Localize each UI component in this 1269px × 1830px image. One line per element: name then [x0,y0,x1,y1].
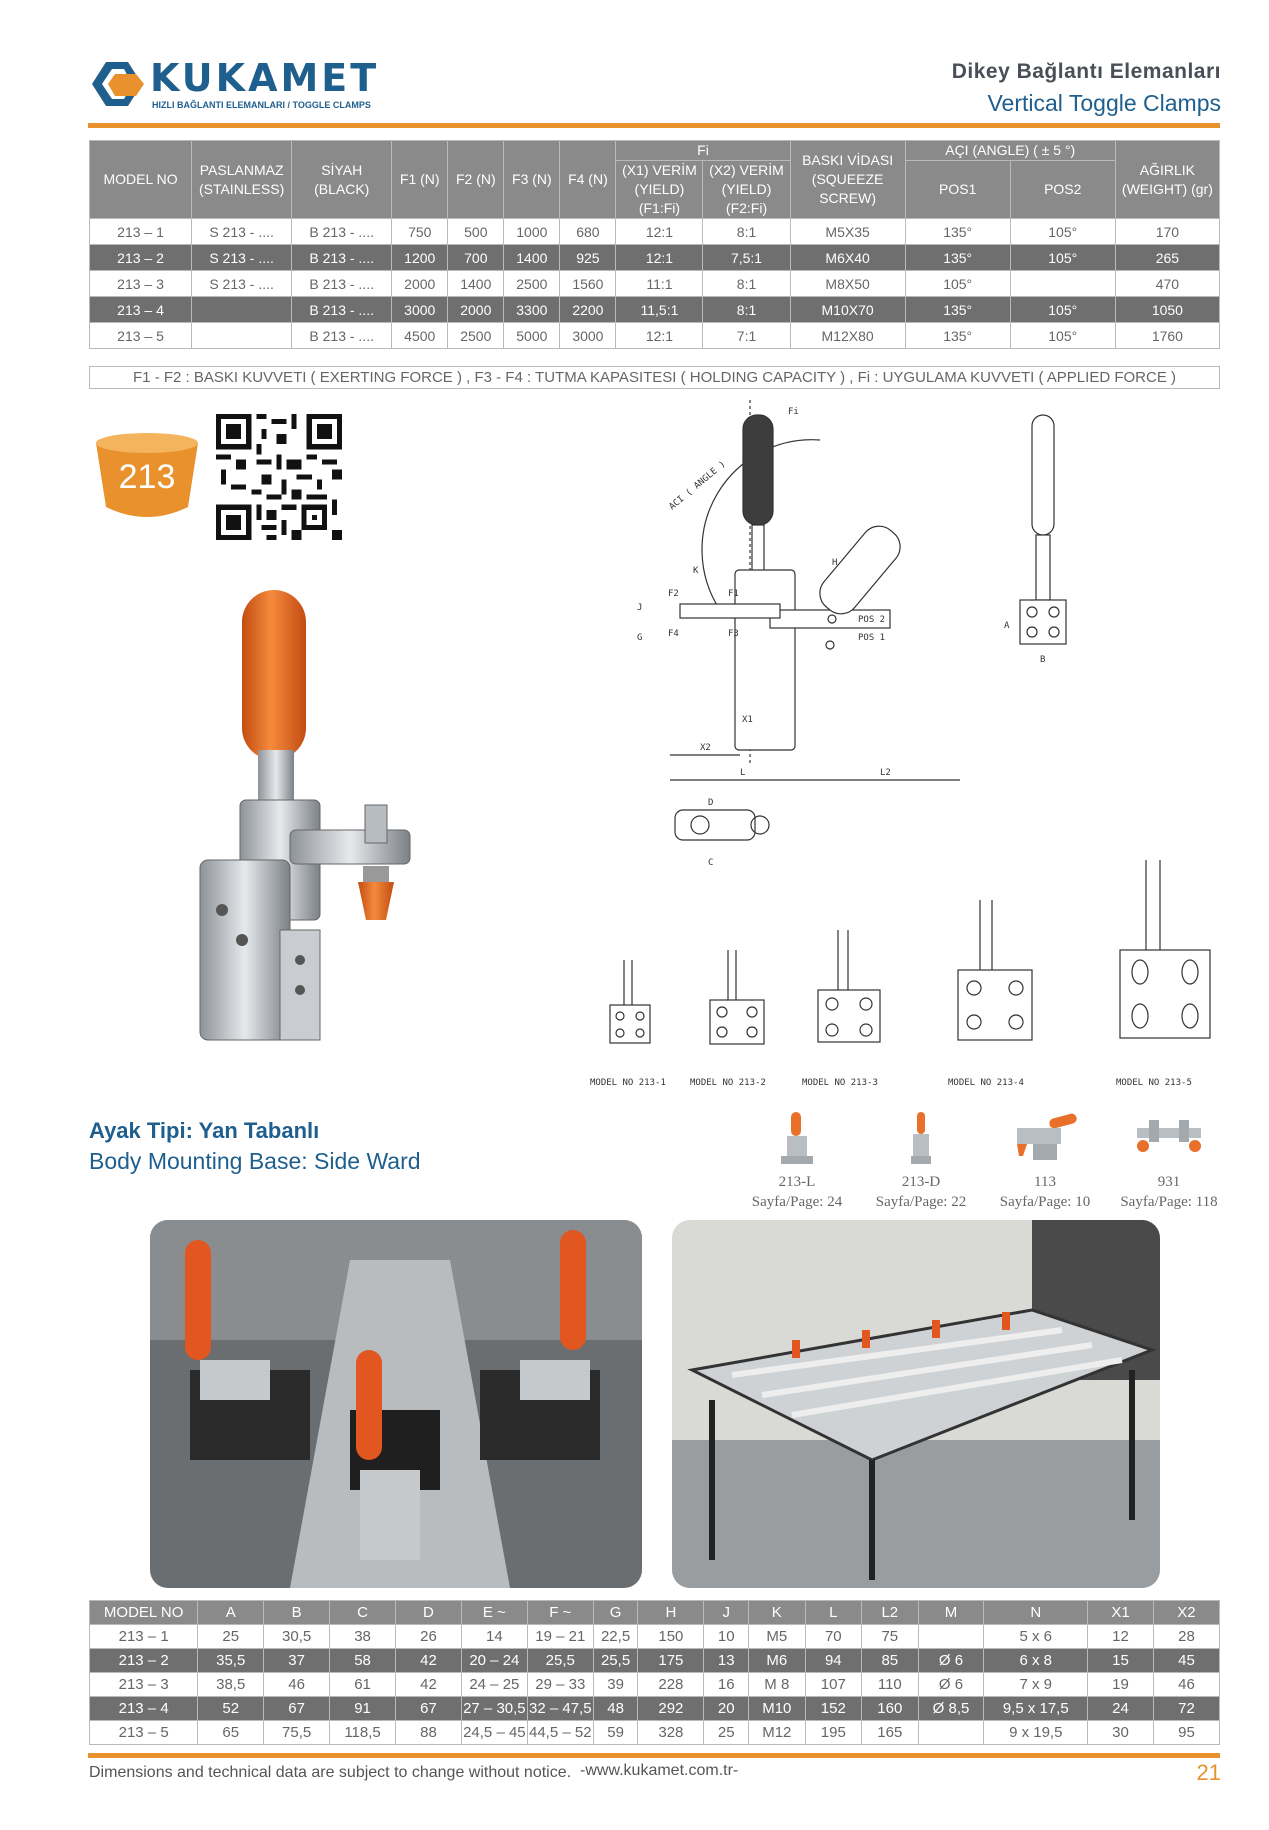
related-page: Sayfa/Page: 24 [751,1194,843,1210]
dim-cell: 9,5 x 17,5 [984,1697,1088,1721]
dim-cell: 30 [1088,1721,1154,1745]
dim-cell: 32 – 47,5 [527,1697,593,1721]
spec-cell: S 213 - .... [192,245,292,271]
dim-cell: 26 [396,1625,462,1649]
label-j: J [637,603,643,613]
qr-code-icon[interactable] [216,414,342,540]
th-f2: F2 (N) [448,141,504,219]
th-angle: AÇI (ANGLE) ( ± 5 °) [905,141,1115,161]
spec-cell: 213 – 2 [90,245,192,271]
spec-cell: 7:1 [703,323,790,349]
spec-cell: 925 [560,245,616,271]
dim-cell [918,1721,984,1745]
dim-header-cell: M [918,1601,984,1625]
dim-cell: 95 [1153,1721,1219,1745]
mounting-title-en: Body Mounting Base: Side Ward [89,1148,421,1174]
spec-cell: 105° [905,271,1010,297]
spec-cell: 135° [905,219,1010,245]
spec-cell: 135° [905,297,1010,323]
spec-cell: 2500 [448,323,504,349]
dim-cell: 46 [264,1673,330,1697]
dim-header-cell: MODEL NO [90,1601,198,1625]
dim-header-cell: K [749,1601,806,1625]
spec-cell: 265 [1115,245,1219,271]
base-213-3 [802,930,880,1088]
header-divider [88,123,1220,128]
dim-cell: 27 – 30,5 [461,1697,527,1721]
dim-cell: 16 [704,1673,749,1697]
spec-cell: M6X40 [790,245,905,271]
spec-cell: 7,5:1 [703,245,790,271]
spec-cell: 8:1 [703,271,790,297]
clamp-thumbnail-icon [757,1110,837,1168]
label-f1: F1 [728,589,739,599]
dim-cell: 9 x 19,5 [984,1721,1088,1745]
label-x2: X2 [700,743,711,753]
heading-en: Vertical Toggle Clamps [987,90,1221,116]
label-pos1: POS 1 [858,633,886,643]
related-page: Sayfa/Page: 22 [875,1194,967,1210]
dim-cell: 45 [1153,1649,1219,1673]
dim-header-cell: L [805,1601,862,1625]
dim-cell: 175 [638,1649,704,1673]
th-x1: (X1) VERİM (YIELD) (F1:Fi) [616,161,703,219]
dim-cell: 19 – 21 [527,1625,593,1649]
dim-cell: 118,5 [330,1721,396,1745]
th-x2: (X2) VERİM (YIELD) (F2:Fi) [703,161,790,219]
base-213-2 [690,950,766,1088]
dim-cell [918,1625,984,1649]
spec-cell: 105° [1010,245,1115,271]
th-black: SİYAH (BLACK) [292,141,392,219]
dim-row [90,1649,1220,1673]
application-photo-fixture [150,1220,642,1588]
dim-cell: 195 [805,1721,862,1745]
spec-cell: 1760 [1115,323,1219,349]
label-k: K [693,566,699,576]
spec-cell: 12:1 [616,219,703,245]
spec-cell: 8:1 [703,219,790,245]
dim-cell: M10 [749,1697,806,1721]
dim-cell: 15 [1088,1649,1154,1673]
related-page: Sayfa/Page: 10 [999,1194,1091,1210]
mounting-title-tr: Ayak Tipi: Yan Tabanlı [89,1118,320,1143]
dim-cell: 328 [638,1721,704,1745]
dim-cell: 160 [862,1697,919,1721]
footer-divider [88,1753,1220,1758]
clamp-thumbnail-icon [1129,1110,1209,1168]
related-name: 213-L [778,1174,816,1190]
th-pos2: POS2 [1010,161,1115,219]
dim-row [90,1673,1220,1697]
dim-cell: Ø 8,5 [918,1697,984,1721]
label-l2: L2 [880,768,891,778]
spec-cell: 213 – 1 [90,219,192,245]
base-213-4 [948,900,1032,1088]
base-213-5 [1116,860,1210,1088]
spec-cell: 4500 [392,323,448,349]
page-number: 21 [1196,1760,1221,1785]
spec-row [90,219,1220,245]
label-f3: F3 [728,629,739,639]
clamp-thumbnail-icon [881,1110,961,1168]
spec-cell: B 213 - .... [292,245,392,271]
dim-cell: 20 – 24 [461,1649,527,1673]
dim-cell: 12 [1088,1625,1154,1649]
dim-cell: 24 [1088,1697,1154,1721]
dim-cell: 29 – 33 [527,1673,593,1697]
spec-cell: 105° [1010,219,1115,245]
dim-cell: 70 [805,1625,862,1649]
model-label-3: MODEL NO 213-3 [802,1078,878,1088]
spec-row [90,297,1220,323]
label-l: L [740,768,746,778]
dim-cell: 59 [593,1721,638,1745]
th-f1: F1 (N) [392,141,448,219]
dim-header-cell: X1 [1088,1601,1154,1625]
spec-cell: 1000 [504,219,560,245]
dim-header-cell: E ~ [461,1601,527,1625]
spec-cell: 1400 [504,245,560,271]
model-label-4: MODEL NO 213-4 [948,1078,1024,1088]
dim-header-cell: G [593,1601,638,1625]
th-pos1: POS1 [905,161,1010,219]
dim-cell: 22,5 [593,1625,638,1649]
dim-cell: 30,5 [264,1625,330,1649]
dim-header-cell: A [198,1601,264,1625]
spec-table [89,140,1220,349]
dim-cell: 213 – 2 [90,1649,198,1673]
th-model: MODEL NO [90,141,192,219]
brand-subtitle: HIZLI BAĞLANTI ELEMANLARI / TOGGLE CLAMPS [152,100,371,110]
spec-cell: 700 [448,245,504,271]
footer-url[interactable]: -www.kukamet.com.tr- [580,1762,739,1779]
dim-cell: 37 [264,1649,330,1673]
dim-cell: 25 [704,1721,749,1745]
label-g: G [637,633,643,643]
dim-cell: 24,5 – 45 [461,1721,527,1745]
spec-cell: B 213 - .... [292,219,392,245]
th-weight: AĞIRLIK (WEIGHT) (gr) [1115,141,1219,219]
dim-header-cell: J [704,1601,749,1625]
dim-cell: 107 [805,1673,862,1697]
spec-cell: 5000 [504,323,560,349]
logo-mark-icon [88,56,148,112]
th-screw: BASKI VİDASI (SQUEEZE SCREW) [790,141,905,219]
dim-cell: 65 [198,1721,264,1745]
dim-cell: 7 x 9 [984,1673,1088,1697]
dim-header-cell: B [264,1601,330,1625]
dim-cell: 10 [704,1625,749,1649]
spec-cell: 8:1 [703,297,790,323]
spec-cell [1010,271,1115,297]
spec-cell: 1200 [392,245,448,271]
label-fi: Fi [788,407,799,417]
brand-name: KUKAMET [150,56,380,100]
spec-cell: 105° [1010,297,1115,323]
label-angle: ACI ( ANGLE ) [667,459,728,513]
dim-cell: 213 – 3 [90,1673,198,1697]
clamp-product-photo [170,570,460,1050]
th-f3: F3 (N) [504,141,560,219]
spec-cell: 2000 [448,297,504,323]
dim-cell: M6 [749,1649,806,1673]
dim-cell: 85 [862,1649,919,1673]
spec-row [90,323,1220,349]
dim-cell: 44,5 – 52 [527,1721,593,1745]
label-h: H [832,558,838,568]
spec-cell: 1560 [560,271,616,297]
dim-cell: 48 [593,1697,638,1721]
dimension-table [89,1600,1220,1745]
spec-cell: 213 – 3 [90,271,192,297]
dim-cell: 75,5 [264,1721,330,1745]
dim-header-cell: D [396,1601,462,1625]
page-heading [952,60,1221,117]
related-product-213-d[interactable] [866,1110,976,1212]
dim-cell: 110 [862,1673,919,1697]
dim-cell: Ø 6 [918,1673,984,1697]
dim-cell: M5 [749,1625,806,1649]
dim-cell: 67 [264,1697,330,1721]
label-x1: X1 [742,715,753,725]
spec-cell: S 213 - .... [192,271,292,297]
label-f2: F2 [668,589,679,599]
dim-header-cell: N [984,1601,1088,1625]
spec-cell: 470 [1115,271,1219,297]
dim-cell: 24 – 25 [461,1673,527,1697]
dim-cell: 28 [1153,1625,1219,1649]
spec-cell: 105° [1010,323,1115,349]
spec-cell: B 213 - .... [292,271,392,297]
related-name: 931 [1157,1174,1181,1190]
dim-header-cell: C [330,1601,396,1625]
model-label-2: MODEL NO 213-2 [690,1078,766,1088]
th-fi: Fi [616,141,790,161]
dim-cell: 94 [805,1649,862,1673]
clamp-thumbnail-icon [1005,1110,1085,1168]
label-d: D [708,798,714,808]
dim-cell: 35,5 [198,1649,264,1673]
related-name: 113 [1034,1174,1056,1190]
spec-cell: 3300 [504,297,560,323]
dim-cell: 14 [461,1625,527,1649]
dim-row [90,1697,1220,1721]
spec-cell: 135° [905,323,1010,349]
dim-header-cell: H [638,1601,704,1625]
dim-cell: 292 [638,1697,704,1721]
model-label-5: MODEL NO 213-5 [1116,1078,1192,1088]
dim-cell: 72 [1153,1697,1219,1721]
dim-cell: 25,5 [593,1649,638,1673]
dim-cell: 6 x 8 [984,1649,1088,1673]
dim-header-cell: L2 [862,1601,919,1625]
model-label-1: MODEL NO 213-1 [590,1078,666,1088]
spec-cell: M5X35 [790,219,905,245]
spec-cell: 3000 [560,323,616,349]
dim-cell: 61 [330,1673,396,1697]
model-badge-number: 213 [118,458,176,496]
dim-cell: 213 – 1 [90,1625,198,1649]
related-product-113[interactable] [990,1110,1100,1212]
dim-cell: 88 [396,1721,462,1745]
related-product-213-l[interactable] [742,1110,852,1212]
dim-cell: 228 [638,1673,704,1697]
spec-cell: 213 – 4 [90,297,192,323]
dim-cell: 25,5 [527,1649,593,1673]
related-name: 213-D [901,1174,941,1190]
spec-cell [192,323,292,349]
dim-cell: 19 [1088,1673,1154,1697]
dim-cell: 52 [198,1697,264,1721]
dim-cell: 13 [704,1649,749,1673]
spec-cell: 2000 [392,271,448,297]
technical-drawing [600,400,1240,880]
dim-cell: 42 [396,1673,462,1697]
related-page: Sayfa/Page: 118 [1120,1194,1218,1210]
dim-cell: 91 [330,1697,396,1721]
spec-cell: 2200 [560,297,616,323]
dim-cell: 67 [396,1697,462,1721]
spec-cell: M12X80 [790,323,905,349]
spec-cell: 213 – 5 [90,323,192,349]
spec-cell: 750 [392,219,448,245]
application-photo-frame [672,1220,1160,1588]
spec-cell: 680 [560,219,616,245]
spec-cell: 1050 [1115,297,1219,323]
dim-cell: 58 [330,1649,396,1673]
dim-cell: M12 [749,1721,806,1745]
dim-cell: 5 x 6 [984,1625,1088,1649]
dim-cell: 165 [862,1721,919,1745]
dim-cell: M 8 [749,1673,806,1697]
label-pos2: POS 2 [858,615,886,625]
spec-cell: M8X50 [790,271,905,297]
spec-cell: 11:1 [616,271,703,297]
dim-cell: 39 [593,1673,638,1697]
label-f4: F4 [668,629,679,639]
label-c: C [708,858,714,868]
spec-cell: B 213 - .... [292,297,392,323]
dim-row [90,1625,1220,1649]
footer-disclaimer: Dimensions and technical data are subject to change without notice. [89,1764,572,1781]
dim-cell: 20 [704,1697,749,1721]
th-stainless: PASLANMAZ (STAINLESS) [192,141,292,219]
spec-cell: 12:1 [616,245,703,271]
spec-cell: 11,5:1 [616,297,703,323]
spec-cell: 1400 [448,271,504,297]
dim-cell: 25 [198,1625,264,1649]
related-product-931[interactable] [1114,1110,1224,1212]
dim-cell: Ø 6 [918,1649,984,1673]
dim-row [90,1721,1220,1745]
dim-cell: 38,5 [198,1673,264,1697]
spec-cell [192,297,292,323]
spec-cell: 12:1 [616,323,703,349]
dim-cell: 213 – 5 [90,1721,198,1745]
spec-cell: 135° [905,245,1010,271]
dim-cell: 75 [862,1625,919,1649]
heading-tr: Dikey Bağlantı Elemanları [951,60,1221,83]
dim-cell: 150 [638,1625,704,1649]
dim-header-cell: X2 [1153,1601,1219,1625]
spec-cell: M10X70 [790,297,905,323]
spec-cell: 500 [448,219,504,245]
dim-header-cell: F ~ [527,1601,593,1625]
th-f4: F4 (N) [560,141,616,219]
dim-cell: 213 – 4 [90,1697,198,1721]
spec-row [90,245,1220,271]
spec-cell: S 213 - .... [192,219,292,245]
kukamet-logo [88,56,380,116]
dim-cell: 38 [330,1625,396,1649]
label-a: A [1004,621,1010,631]
dim-cell: 42 [396,1649,462,1673]
spec-cell: B 213 - .... [292,323,392,349]
label-b: B [1040,655,1046,665]
spec-cell: 2500 [504,271,560,297]
base-213-1 [590,960,666,1088]
spec-row [90,271,1220,297]
base-drawings [580,840,1220,1090]
dim-cell: 46 [1153,1673,1219,1697]
spec-cell: 170 [1115,219,1219,245]
spec-cell: 3000 [392,297,448,323]
force-note: F1 - F2 : BASKI KUVVETI ( EXERTING FORCE ) , F3 - F4 : TUTMA KAPASITESI ( HOLDING CAPACITY ) , Fi : UYGULAMA KUVVETI ( APPLIED FORCE ) [89,366,1220,389]
dim-cell: 152 [805,1697,862,1721]
